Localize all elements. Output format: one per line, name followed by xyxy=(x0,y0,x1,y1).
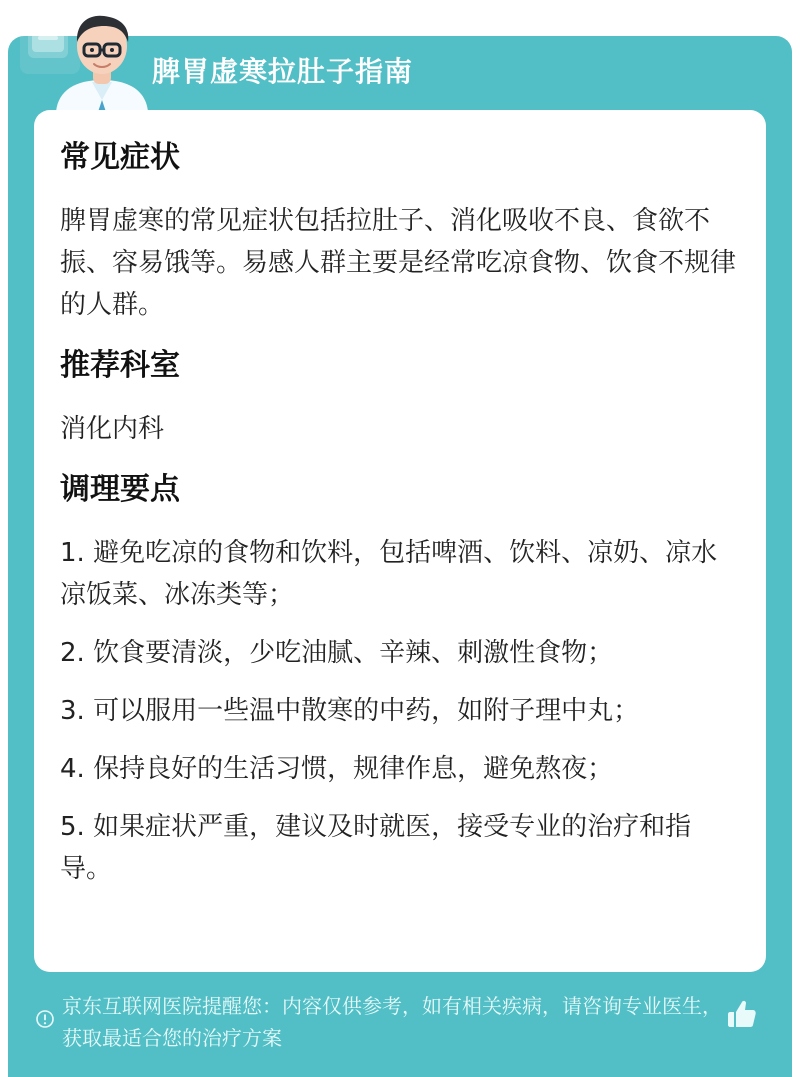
care-item-1: 1. 避免吃凉的食物和饮料，包括啤酒、饮料、凉奶、凉水凉饭菜、冰冻类等； xyxy=(60,538,718,610)
care-item-4: 4. 保持良好的生活习惯，规律作息，避免熬夜； xyxy=(60,754,614,784)
care-item-5: 5. 如果症状严重，建议及时就医，接受专业的治疗和指导。 xyxy=(60,812,692,884)
symptoms-text: 脾胃虚寒的常见症状包括拉肚子、消化吸收不良、食欲不振、容易饿等。易感人群主要是经常吃凉食物、饮食不规律的人群。 xyxy=(60,206,737,320)
thumbs-up-icon[interactable] xyxy=(724,996,760,1032)
info-icon xyxy=(36,1010,54,1028)
section-title-care: 调理要点 xyxy=(60,472,180,507)
department-text: 消化内科 xyxy=(60,414,165,444)
content-body xyxy=(60,138,740,906)
footer-notice-text: 京东互联网医院提醒您：内容仅供参考，如有相关疾病，请咨询专业医生，获取最适合您的治疗方案 xyxy=(62,994,722,1050)
care-item-3: 3. 可以服用一些温中散寒的中药，如附子理中丸； xyxy=(60,696,640,726)
section-title-symptoms: 常见症状 xyxy=(60,140,180,175)
doctor-avatar xyxy=(46,8,158,112)
care-item-2: 2. 饮食要清淡，少吃油腻、辛辣、刺激性食物； xyxy=(60,638,614,668)
content-card xyxy=(34,110,766,972)
section-title-department: 推荐科室 xyxy=(60,348,180,383)
page-title: 脾胃虚寒拉肚子指南 xyxy=(152,55,414,88)
